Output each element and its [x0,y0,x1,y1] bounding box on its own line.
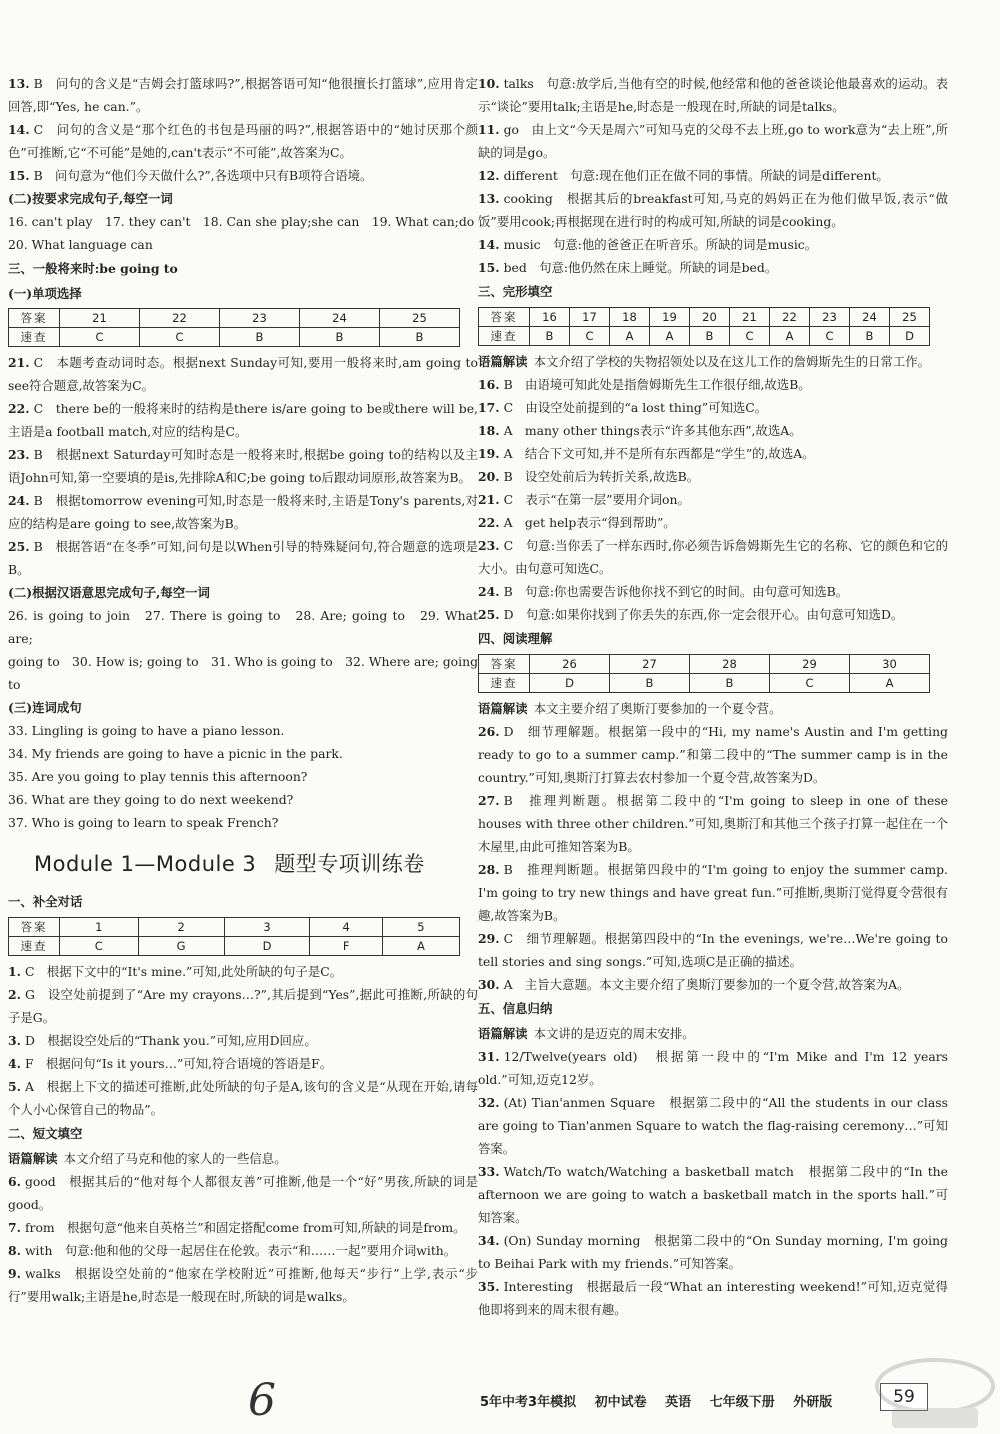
answer-item: 26. D 细节理解题。根据第一段中的“Hi, my name's Austin and I'm getting ready to go to a summer camp.”和第二段中的“The summer camp is in the country.”可知,奥斯汀打算去农村参加一个夏令营,故答案为D。 [478,724,948,785]
answer-item: 22. C there be的一般将来时的结构是there is/are going to be或there will be,主语是a football match,对应的结构是C。 [8,401,478,439]
table-cell: C [770,674,850,693]
module-range: Module 1—Module 3 [34,852,257,876]
table-cell: B [690,674,770,693]
table-cell: 30 [850,655,930,674]
table-cell: 26 [530,655,610,674]
table-cell: 28 [690,655,770,674]
table-cell: 5 [382,918,459,937]
answer-item: 22. A get help表示“得到帮助”。 [478,515,676,530]
table-cell: 23 [810,308,850,327]
table-header: 答案 [9,918,60,937]
answer-item: 15. B 问句意为“他们今天做什么?”,各选项中只有B项符合语境。 [8,168,373,183]
answer-table [8,308,460,347]
table-header: 速查 [479,674,530,693]
answer-item: 17. C 由设空处前提到的“a lost thing”可知选C。 [478,400,768,415]
section-heading: 三、一般将来时:be going to [8,261,178,276]
answer-item: 6. good 根据其后的“他对每个人都很友善”可推断,他是一个“好”男孩,所缺的词是good。 [8,1174,478,1212]
sentence-answer: 37. Who is going to learn to speak French? [8,815,279,830]
table-header: 速查 [479,327,530,346]
answer-item: 25. B 根据答语“在冬季”可知,问句是以When引导的特殊疑问句,符合题意的选项是B。 [8,539,478,577]
footer-series: 5年中考3年模拟 [480,1395,577,1410]
left-column [8,72,478,1308]
passage-intro: 语篇解读 本文讲的是迈克的周末安排。 [478,1026,695,1041]
answer-item: 9. walks 根据设空处前的“他家在学校附近”可推断,他每天“步行”上学,表示“步行”要用walk;主语是he,时态是一般现在时,所缺的词是walks。 [8,1266,478,1304]
answer-item: 23. C 句意:当你丢了一样东西时,你必须告诉詹姆斯先生它的名称、它的颜色和它的大小。由句意可知选C。 [478,538,948,576]
answer-item: 31. 12/Twelve(years old) 根据第一段中的“I'm Mike and I'm 12 years old.”可知,迈克12岁。 [478,1049,948,1087]
answer-item: 24. B 根据tomorrow evening可知,时态是一般将来时,主语是Tony's parents,对应的结构是are going to see,故答案为B。 [8,493,478,531]
table-cell: A [650,327,690,346]
answer-table [8,917,460,956]
section-heading: 三、完形填空 [478,284,553,299]
table-cell: D [890,327,930,346]
watermark-logo-icon [872,1356,998,1432]
subsection-heading: (二)根据汉语意思完成句子,每空一词 [8,585,210,600]
table-header: 速查 [9,328,60,347]
table-cell: A [770,327,810,346]
table-cell: 1 [60,918,139,937]
table-cell: B [850,327,890,346]
module-subtitle: 题型专项训练卷 [274,852,425,876]
answer-line: going to 30. How is; going to 31. Who is going to 32. Where are; going to [8,654,478,692]
sentence-answer: 35. Are you going to play tennis this afternoon? [8,769,308,784]
table-cell: 29 [770,655,850,674]
answer-item: 13. B 问句的含义是“吉姆会打篮球吗?”,根据答语可知“他很擅长打篮球”,应用肯定回答,即“Yes, he can.”。 [8,76,478,114]
footer-type: 初中试卷 [594,1395,647,1410]
footer-grade: 七年级下册 [709,1395,775,1410]
table-cell: 20 [690,308,730,327]
table-cell: 21 [730,308,770,327]
table-header: 答案 [479,308,530,327]
section-heading: 五、信息归纳 [478,1001,553,1016]
section-heading: 四、阅读理解 [478,631,553,646]
answer-item: 32. (At) Tian'anmen Square 根据第二段中的“All the students in our class are going to Tian'anmen Square to watch the flag-raising ceremony…”可知答案。 [478,1095,948,1156]
answer-item: 11. go 由上文“今天是周六”可知马克的父母不去上班,go to work意为“去上班”,所缺的词是go。 [478,122,948,160]
table-cell: A [610,327,650,346]
table-cell: 27 [610,655,690,674]
answer-item: 24. B 句意:你也需要告诉他你找不到它的时间。由句意可知选B。 [478,584,849,599]
answer-item: 12. different 句意:现在他们正在做不同的事情。所缺的词是different。 [478,168,889,183]
table-cell: C [730,327,770,346]
table-cell: B [530,327,570,346]
answer-item: 7. from 根据句意“他来自英格兰”和固定搭配come from可知,所缺的词是from。 [8,1220,466,1235]
subsection-heading: (一)单项选择 [8,286,82,301]
answer-item: 1. C 根据下文中的“It's mine.”可知,此处所缺的句子是C。 [8,964,343,979]
answer-table [478,654,930,693]
answer-line: 16. can't play 17. they can't 18. Can she play;she can 19. What can;do [8,214,475,229]
footer-edition: 外研版 [793,1395,833,1410]
table-cell: C [60,937,139,956]
table-cell: 22 [770,308,810,327]
answer-item: 16. B 由语境可知此处是指詹姆斯先生工作很仔细,故选B。 [478,377,811,392]
table-header: 答案 [479,655,530,674]
table-cell: 24 [850,308,890,327]
table-cell: 3 [224,918,310,937]
table-cell: C [140,328,220,347]
sentence-answer: 36. What are they going to do next weekend? [8,792,294,807]
module-title [34,848,478,878]
answer-item: 27. B 推理判断题。根据第二段中的“I'm going to sleep in one of these houses with three other children.”可知,奥斯汀和其他三个孩子打算一起住在一个木屋里,由此可推知答案为B。 [478,793,948,854]
table-cell: 25 [380,309,460,328]
handwritten-mark: 6 [248,1375,276,1426]
answer-item: 28. B 推理判断题。根据第四段中的“I'm going to enjoy the summer camp. I'm going to try new things and have great fun.”可推断,奥斯汀觉得夏令营很有趣,故答案为B。 [478,862,948,923]
table-cell: 19 [650,308,690,327]
answer-item: 15. bed 句意:他仍然在床上睡觉。所缺的词是bed。 [478,260,778,275]
answer-line: 26. is going to join 27. There is going to 28. Are; going to 29. What are; [8,608,478,646]
right-column [478,72,948,1321]
table-header: 答案 [9,309,60,328]
table-cell: 24 [300,309,380,328]
answer-item: 8. with 句意:他和他的父母一起居住在伦敦。表示“和……一起”要用介词with。 [8,1243,457,1258]
table-cell: C [570,327,610,346]
table-cell: G [138,937,224,956]
page-number: 59 [880,1383,928,1411]
table-cell: 4 [310,918,382,937]
answer-item: 33. Watch/To watch/Watching a basketball match 根据第二段中的“In the afternoon we are going to watch a basketball match in the sports hall.”可知答案。 [478,1164,948,1225]
answer-item: 30. A 主旨大意题。本文主要介绍了奥斯汀要参加的一个夏令营,故答案为A。 [478,977,910,992]
subsection-heading: (二)按要求完成句子,每空一词 [8,191,173,206]
passage-intro: 语篇解读 本文介绍了马克和他的家人的一些信息。 [8,1151,287,1166]
table-cell: B [300,328,380,347]
answer-item: 21. C 本题考查动词时态。根据next Sunday可知,要用一般将来时,am going to see符合题意,故答案为C。 [8,355,478,393]
table-cell: A [382,937,459,956]
table-cell: D [530,674,610,693]
table-cell: 21 [60,309,140,328]
table-cell: 16 [530,308,570,327]
answer-item: 14. C 问句的含义是“那个红色的书包是玛丽的吗?”,根据答语中的“她讨厌那个颜色”可推断,它“不可能”是她的,can't表示“不可能”,故答案为C。 [8,122,478,160]
answer-item: 10. talks 句意:放学后,当他有空的时候,他经常和他的爸爸谈论他最喜欢的运动。表示“谈论”要用talk;主语是he,时态是一般现在时,所缺的词是talks。 [478,76,948,114]
answer-item: 34. (On) Sunday morning 根据第二段中的“On Sunday morning, I'm going to Beihai Park with my friends.”可知答案。 [478,1233,948,1271]
answer-item: 2. G 设空处前提到了“Are my crayons…?”,其后提到“Yes”,据此可推断,所缺的句子是G。 [8,987,478,1025]
answer-item: 23. B 根据next Saturday可知时态是一般将来时,根据be going to的结构以及主语John可知,第一空要填的是is,先排除A和C;be going to后跟动词原形,故答案为B。 [8,447,478,485]
table-cell: B [220,328,300,347]
table-cell: B [610,674,690,693]
left-mid-items [8,351,478,581]
table-cell: 2 [138,918,224,937]
table-cell: C [810,327,850,346]
passage-intro: 语篇解读 本文介绍了学校的失物招领处以及在这儿工作的詹姆斯先生的日常工作。 [478,354,931,369]
answer-item: 29. C 细节理解题。根据第四段中的“In the evenings, we're…We're going to tell stories and sing songs.”可知,选项C是正确的描述。 [478,931,948,969]
answer-item: 18. A many other things表示“许多其他东西”,故选A。 [478,423,802,438]
sentence-answer: 33. Lingling is going to have a piano lesson. [8,723,285,738]
answer-item: 21. C 表示“在第一层”要用介词on。 [478,492,690,507]
section-heading: 二、短文填空 [8,1126,83,1141]
footer-subject: 英语 [665,1395,692,1410]
table-cell: B [380,328,460,347]
table-cell: 23 [220,309,300,328]
answer-item: 13. cooking 根据其后的breakfast可知,马克的妈妈正在为他们做早饭,表示“做饭”要用cook;再根据现在进行时的构成可知,所缺的词是cooking。 [478,191,948,229]
table-header: 速查 [9,937,60,956]
left-top-items [8,72,478,187]
answer-item: 3. D 根据设空处后的“Thank you.”可知,应用D回应。 [8,1033,317,1048]
answer-item: 19. A 结合下文可知,并不是所有东西都是“学生”的,故选A。 [478,446,815,461]
answer-item: 5. A 根据上下文的描述可推断,此处所缺的句子是A,该句的含义是“从现在开始,请每个人小心保管自己的物品”。 [8,1079,478,1117]
subsection-heading: (三)连词成句 [8,700,82,715]
passage-intro: 语篇解读 本文主要介绍了奥斯汀要参加的一个夏令营。 [478,701,782,716]
answer-item: 4. F 根据问句“Is it yours…”可知,符合语境的答语是F。 [8,1056,333,1071]
table-cell: B [690,327,730,346]
table-cell: C [60,328,140,347]
table-cell: 22 [140,309,220,328]
section-heading: 一、补全对话 [8,894,83,909]
answer-item: 14. music 句意:他的爸爸正在听音乐。所缺的词是music。 [478,237,818,252]
table-cell: 25 [890,308,930,327]
table-cell: 17 [570,308,610,327]
answer-line: 20. What language can [8,237,153,252]
answer-item: 25. D 句意:如果你找到了你丢失的东西,你一定会很开心。由句意可知选D。 [478,607,904,622]
table-cell: D [224,937,310,956]
table-cell: F [310,937,382,956]
answer-table [478,307,930,346]
table-cell: 18 [610,308,650,327]
answer-item: 35. Interesting 根据最后一段“What an interesting weekend!”可知,迈克觉得他即将到来的周末很有趣。 [478,1279,948,1317]
table-cell: A [850,674,930,693]
answer-item: 20. B 设空处前后为转折关系,故选B。 [478,469,700,484]
sentence-answer: 34. My friends are going to have a picnic in the park. [8,746,343,761]
